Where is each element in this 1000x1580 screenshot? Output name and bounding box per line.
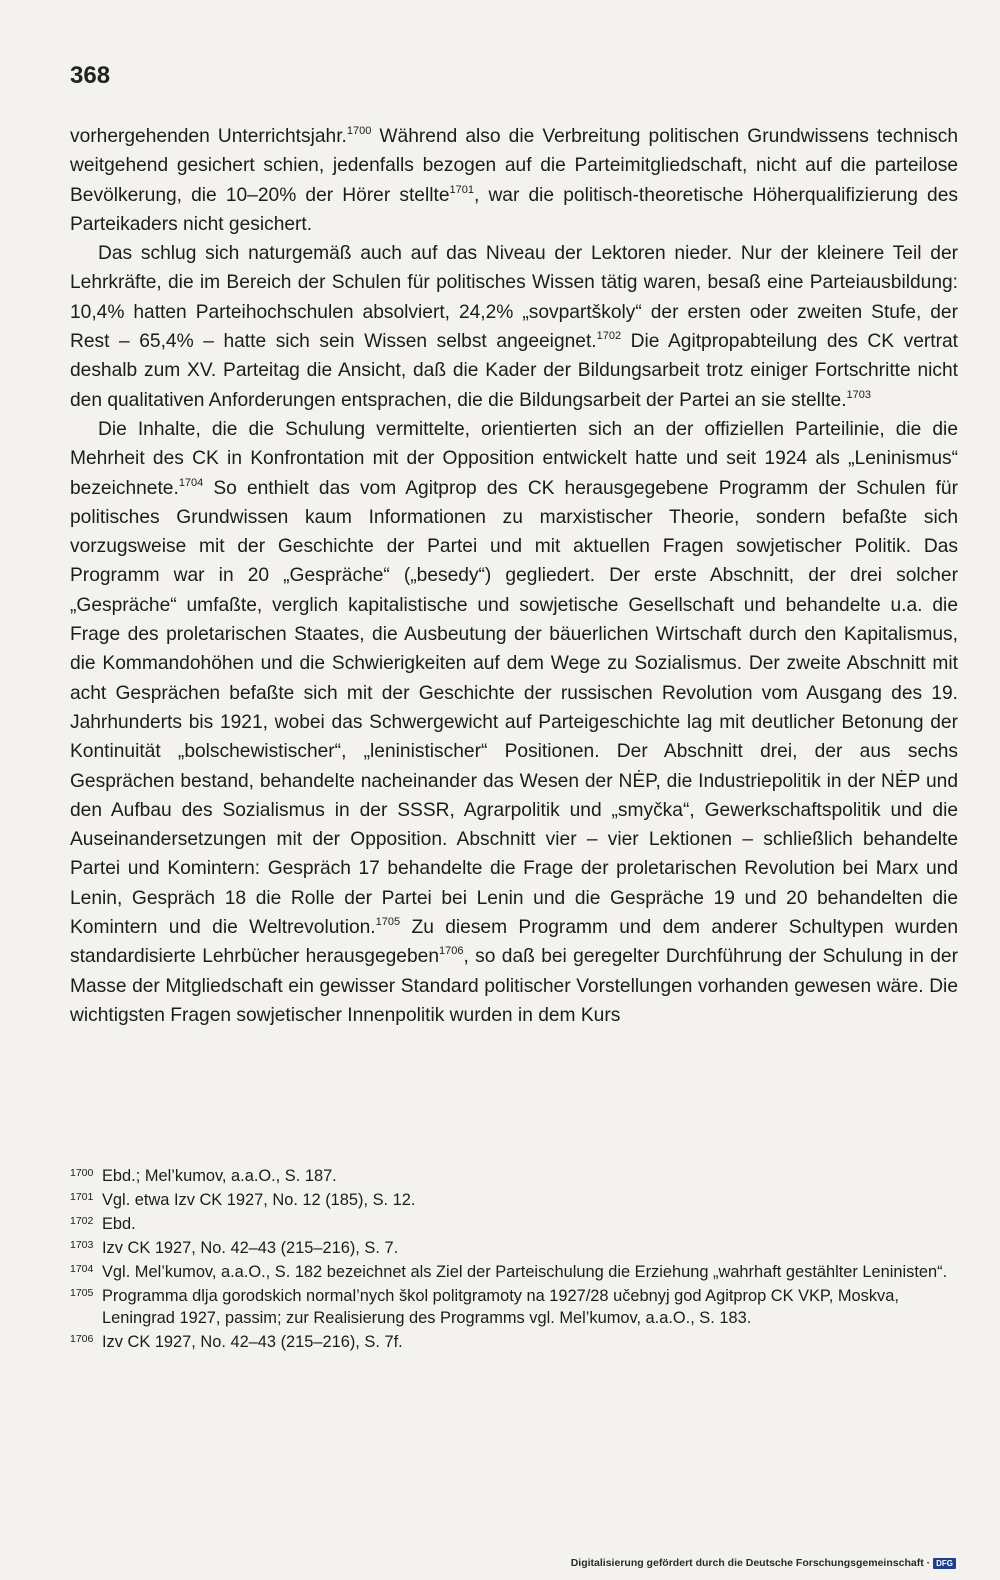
paragraph-text: Die Agitpropabteilung des CK vertrat deshalb zum XV. Parteitag die Ansicht, daß die Kader der Bildungsarbeit trotz einiger Fortschritte nicht den qualitativen Anforderungen entsprachen, die die Bildungsarbeit der Partei an sie stellte. — [70, 331, 958, 411]
footnote-number: 1700 — [70, 1167, 94, 1179]
footnote — [70, 1214, 958, 1236]
footnotes — [70, 1166, 958, 1356]
footnote-ref[interactable]: 1703 — [846, 388, 872, 401]
footnote-number: 1702 — [70, 1215, 94, 1227]
digitization-credit — [571, 1557, 956, 1569]
footnote-number: 1703 — [70, 1239, 94, 1251]
dfg-logo: DFG — [933, 1558, 956, 1569]
footnote — [70, 1286, 958, 1329]
paragraph-text: Die Inhalte, die die Schulung vermittelte, orientierten sich an der offiziellen Parteilinie, die die Mehrheit des CK in Konfrontation mit der Opposition entwickelt hatte und seit 1924 als „Leninismus“ bezeichnete. — [70, 418, 958, 499]
footnote-number: 1704 — [70, 1263, 94, 1275]
footnote — [70, 1190, 958, 1212]
footnote-ref[interactable]: 1704 — [178, 476, 204, 489]
paragraph-text: Das schlug sich naturgemäß auch auf das Niveau der Lektoren nieder. Nur der kleinere Teil der Lehrkräfte, die im Bereich der Schulen für politisches Wissen tätig waren, besaß eine Parteiausbildung: 10,4% hatten Parteihochschulen absolviert, 24,2% „sovpartškoly“ der ersten oder zweiten Stufe, der Rest – 65,4% – hatte sich sein Wissen selbst angeeignet. — [70, 243, 958, 353]
paragraph-text: So enthielt das vom Agitprop des CK herausgegebene Programm der Schulen für politisches Grundwissen kaum Informationen zu marxistischer Theorie, sondern befaßte sich vorzugsweise mit der Geschichte der Partei und mit aktuellen Fragen sowjetischer Politik. Das Programm war in 20 „Gespräche“ („besedy“) gegliedert. Der erste Abschnitt, der drei solcher „Gespräche“ umfaßte, verglich kapitalistische und sowjetische Gesellschaft und behandelte u.a. die Frage des proletarischen Staates, die Ausbeutung der bäuerlichen Wirtschaft durch den Kapitalismus, die Kommandohöhen und die Schwierigkeiten auf dem Wege zu Sozialismus. Der zweite Abschnitt mit acht Gesprächen befaßte sich mit der Geschichte der russischen Revolution vom Ausgang des 19. Jahrhunderts bis 1921, wobei das Schwergewicht auf Parteigeschichte lag mit deutlicher Betonung der Kontinuität „bolschewistischer“, „leninistischer“ Positionen. Der Abschnitt drei, der aus sechs Gesprächen bestand, behandelte nacheinander das Wesen der NĖP, die Industriepolitik in der NĖP und den Aufbau des Sozialismus in der SSSR, Agrarpolitik und „smyčka“, Gewerkschaftspolitik und die Auseinandersetzungen mit der Opposition. Abschnitt vier – vier Lektionen – schließlich behandelte Partei und Komintern: Gespräch 17 behandelte die Frage der proletarischen Revolution bei Marx und Lenin, Gespräch 18 die Rolle der Partei bei Lenin und die Gespräche 19 und 20 behandelten die Komintern und die Weltrevolution. — [70, 477, 958, 939]
footnote-text: Ebd. — [102, 1215, 136, 1233]
paragraph-text: Während also die Verbreitung politischen Grundwissens technisch weitgehend gesichert schien, jedenfalls bezogen auf die Parteimitgliedschaft, nicht auf die parteilose Bevölkerung, die 10–20% der Hörer stellte — [70, 126, 958, 206]
footnote-text: Ebd.; Mel’kumov, a.a.O., S. 187. — [102, 1167, 337, 1185]
footnote-text: Vgl. etwa Izv CK 1927, No. 12 (185), S. 12. — [102, 1191, 416, 1209]
paragraph-text: , war die politisch-theoretische Höherqualifizierung des Parteikaders nicht gesichert. — [70, 184, 958, 235]
paragraph-text: vorhergehenden Unterrichtsjahr. — [70, 126, 347, 147]
footnote-ref[interactable]: 1700 — [346, 125, 372, 137]
footnote-ref[interactable]: 1702 — [596, 330, 622, 343]
footnote-number: 1706 — [70, 1332, 94, 1345]
footnote-text: Programma dlja gorodskich normal’nych škol politgramoty na 1927/28 učebnyj god Agitprop CK VKP, Moskva, Leningrad 1927, passim; zur Realisierung des Programms vgl. Mel’kumov, a.a.O., S. 183. — [102, 1287, 899, 1327]
footnote — [70, 1166, 958, 1188]
paragraph — [70, 415, 958, 1030]
credit-text: Digitalisierung gefördert durch die Deutsche Forschungsgemeinschaft · — [570, 1557, 931, 1569]
footnote-ref[interactable]: 1705 — [375, 916, 401, 929]
body-text — [70, 122, 958, 1030]
footnote — [70, 1238, 958, 1260]
footnote-text: Vgl. Mel’kumov, a.a.O., S. 182 bezeichnet als Ziel der Parteischulung die Erziehung „wahrhaft gestählter Leninisten“. — [102, 1263, 948, 1281]
page-number: 368 — [70, 62, 111, 89]
paragraph-text: Zu diesem Programm und dem anderer Schultypen wurden standardisierte Lehrbücher herausgegeben — [70, 917, 958, 968]
footnote-ref[interactable]: 1706 — [439, 945, 464, 958]
footnote-number: 1705 — [70, 1287, 94, 1299]
footnote — [70, 1262, 958, 1284]
footnote-number: 1701 — [70, 1191, 94, 1203]
footnote-ref[interactable]: 1701 — [449, 183, 474, 196]
paragraph — [70, 239, 958, 415]
footnote — [70, 1332, 958, 1354]
paragraph-text: , so daß bei geregelter Durchführung der Schulung in der Masse der Mitgliedschaft ein gewisser Standard politischer Vorstellungen vorhanden gewesen wäre. Die wichtigsten Fragen sowjetischer Innenpolitik wurden in dem Kurs — [70, 946, 958, 1026]
footnote-text: Izv CK 1927, No. 42–43 (215–216), S. 7f. — [102, 1332, 403, 1351]
footnote-text: Izv CK 1927, No. 42–43 (215–216), S. 7. — [102, 1239, 399, 1257]
paragraph — [70, 122, 958, 239]
